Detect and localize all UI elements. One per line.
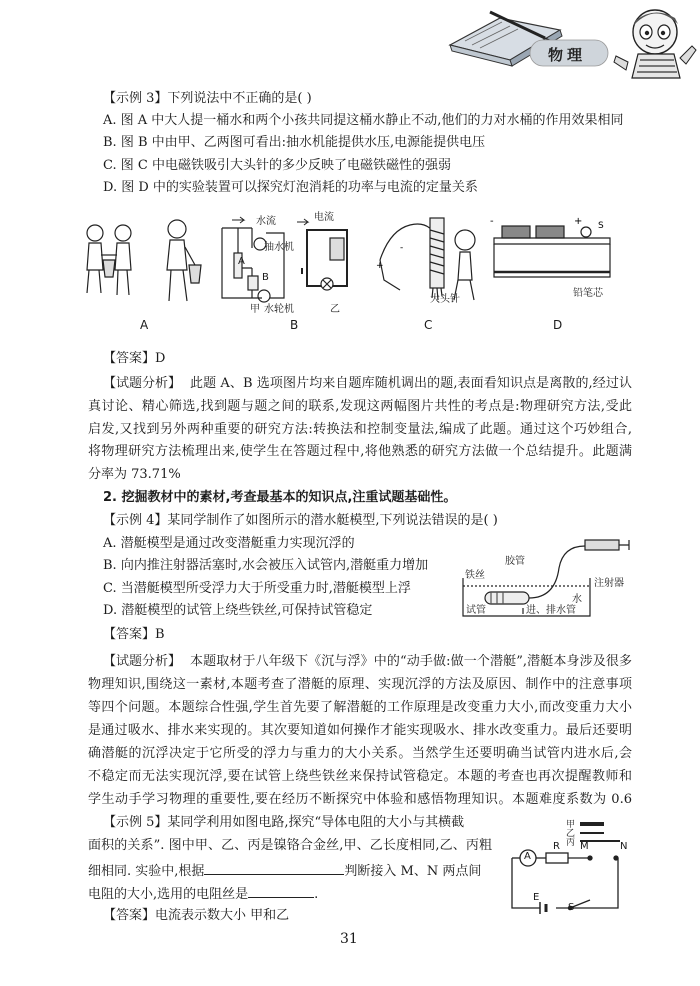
- figure-b-pump-circuit: [212, 208, 362, 313]
- circuit-s-label: S: [568, 902, 575, 913]
- example4-analysis-line-5: 确潜艇的沉浮决定于它所受的浮力与重力的大小关系。当然学生还要明确当试管内进水后,会: [88, 746, 632, 761]
- example5-line-3: [88, 860, 481, 881]
- figB-a-label: A: [238, 256, 245, 267]
- example3-option-a: A. 图 A 中大人提一桶水和两个小孩共同提这桶水静止不动,他们的力对水桶的作用效果相同: [103, 113, 624, 128]
- circuit-yi-label: 乙: [566, 829, 576, 839]
- figB-yi-label: 乙: [330, 304, 340, 315]
- figure-a-people-carrying-bucket: [75, 215, 210, 310]
- example5-line-4: [88, 883, 318, 904]
- example4-analysis-line-1: 本题取材于八年级下《沉与浮》中的“动手做:做一个潜艇”,潜艇本身涉及很多: [190, 654, 632, 669]
- example3-analysis-line-2: 真讨论、精心筛选,找到题与题之间的联系,发现这两幅图片共性的考点是:物理研究方法,受此: [88, 399, 632, 414]
- example4-analysis-line-4: 是通过吸水、排水来实现的。其次要知道如何操作才能实现吸水、排水改变重力。最后还要明: [88, 723, 632, 738]
- figure-d-pencil-lead-circuit: [488, 212, 618, 292]
- example4-analysis-line-2: 物理知识,围绕这一素材,本题考查了潜艇的原理、实现沉浮的方法及原因、制作中的注意事项: [88, 677, 632, 692]
- example4-analysis-line-3: 等四个问题。本题综合性强,学生首先要了解潜艇的工作原理是改变重力大小,而改变重力大小: [88, 700, 632, 715]
- example5-answer: [103, 907, 289, 925]
- svg-text:+: +: [574, 216, 583, 227]
- example4-analysis-line-7: 学生动手学习物理的重要性,要在经历不断探究中体验和感悟物理知识。本题难度系数为 0.6: [88, 792, 632, 807]
- figure-c-electromagnet: [370, 210, 485, 305]
- header-decoration: [430, 0, 700, 80]
- figure-label-b: B: [290, 318, 299, 332]
- example5-line-1: 【示例 5】某同学利用如图电路,探究“导体电阻的大小与其横截: [103, 815, 465, 830]
- example3-option-d: D. 图 D 中的实验装置可以探究灯泡消耗的功率与电流的定量关系: [103, 180, 478, 195]
- subject-label: 物理: [548, 46, 587, 64]
- example3-analysis-line-1: 此题 A、B 选项图片均来自题库随机调出的题,表面看知识点是离散的,经过认: [190, 376, 632, 391]
- sub-inout-label: 进、排水管: [526, 605, 576, 616]
- circuit-bing-label: 丙: [566, 838, 576, 848]
- example5-line-3-tail: 判断接入 M、N 两点间: [344, 864, 482, 879]
- figB-b-label: B: [262, 272, 269, 283]
- figure-label-a: A: [140, 318, 149, 332]
- circuit-jia-label: 甲: [566, 820, 576, 830]
- sub-water-label: 水: [572, 594, 582, 605]
- example3-analysis-line-3: 启发,又找到另外两种重要的研究方法:转换法和控制变量法,编成了此题。通过这个巧妙组合,: [88, 422, 632, 437]
- page-number: 31: [340, 931, 358, 947]
- figB-pump-label: 抽水机: [264, 242, 294, 253]
- example4-analysis-line-6: 不稳定而无法实现沉浮,要在试管上绕些铁丝来保持试管稳定。本题的考查也再次提醒教师和: [88, 769, 632, 784]
- sub-hose-label: 胶管: [505, 556, 525, 567]
- example5-line-4-tail: .: [314, 887, 319, 902]
- example4-analysis-title: 【试题分析】: [103, 654, 182, 669]
- example4-option-b: B. 向内推注射器活塞时,水会被压入试管内,潜艇重力增加: [103, 558, 429, 573]
- example3-analysis-line-4: 将物理研究方法梳理出来,使学生在答题过程中,将他熟悉的研究方法做一个总结提升。此题满: [88, 444, 632, 459]
- figB-current-label: 电流: [314, 212, 334, 223]
- cartoon-kid-icon: [614, 10, 696, 78]
- example4-option-a: A. 潜艇模型是通过改变潜艇重力实现沉浮的: [103, 536, 355, 551]
- example3-option-c: C. 图 C 中电磁铁吸引大头针的多少反映了电磁铁磁性的强弱: [103, 158, 451, 173]
- svg-text:-: -: [400, 243, 404, 253]
- figB-jia-label: 甲: [250, 304, 260, 315]
- example3-analysis-line-5: 分率为 73.71%: [88, 467, 181, 482]
- circuit-ammeter-label: A: [524, 851, 531, 862]
- section2-title: 2. 挖掘教材中的素材,考查最基本的知识点,注重试题基础性。: [103, 490, 457, 505]
- svg-text:+: +: [376, 261, 384, 271]
- example5-line-3-text: 细相同. 实验中,根据: [88, 864, 205, 879]
- example4-option-d: D. 潜艇模型的试管上绕些铁丝,可保持试管稳定: [103, 603, 373, 618]
- figD-pencil-lead-label: 铅笔芯: [573, 288, 603, 299]
- example5-blank-2: [248, 883, 314, 898]
- sub-wire-label: 铁丝: [465, 570, 485, 581]
- figB-turbine-label: 水轮机: [264, 304, 294, 315]
- example4-stem: 【示例 4】某同学制作了如图所示的潜水艇模型,下列说法错误的是( ): [103, 513, 498, 528]
- circuit-e-label: E: [533, 892, 540, 903]
- example5-answer-tag: 【答案】: [103, 908, 156, 923]
- circuit-n-label: N: [620, 841, 628, 852]
- example3-option-b: B. 图 B 中由甲、乙两图可看出:抽水机能提供水压,电源能提供电压: [103, 135, 486, 150]
- example5-line-4-text: 电阻的大小,选用的电阻丝是: [88, 887, 249, 902]
- example4-answer: 【答案】B: [103, 627, 165, 642]
- sub-syringe-label: 注射器: [594, 578, 624, 589]
- figure-label-d: D: [553, 318, 563, 332]
- circuit-r-label: R: [553, 841, 560, 852]
- figB-water-flow-label: 水流: [256, 216, 276, 227]
- circuit-m-label: M: [580, 841, 589, 852]
- svg-text:S: S: [598, 221, 604, 231]
- example5-blank-1: [204, 860, 344, 875]
- sub-tube-label: 试管: [466, 605, 486, 616]
- example3-analysis-title: 【试题分析】: [103, 376, 182, 391]
- example4-option-c: C. 当潜艇模型所受浮力大于所受重力时,潜艇模型上浮: [103, 581, 411, 596]
- example3-stem: 【示例 3】下列说法中不正确的是( ): [103, 91, 312, 106]
- figC-pin-label: 大头针: [430, 294, 460, 305]
- figure-resistance-circuit: [500, 818, 630, 916]
- example3-answer: 【答案】D: [103, 351, 166, 366]
- svg-text:-: -: [490, 216, 494, 227]
- example5-line-2: 面积的关系”. 图中甲、乙、丙是镍铬合金丝,甲、乙长度相同,乙、丙粗: [88, 838, 492, 853]
- example5-answer-text: 电流表示数大小 甲和乙: [155, 908, 290, 923]
- figure-label-c: C: [424, 318, 433, 332]
